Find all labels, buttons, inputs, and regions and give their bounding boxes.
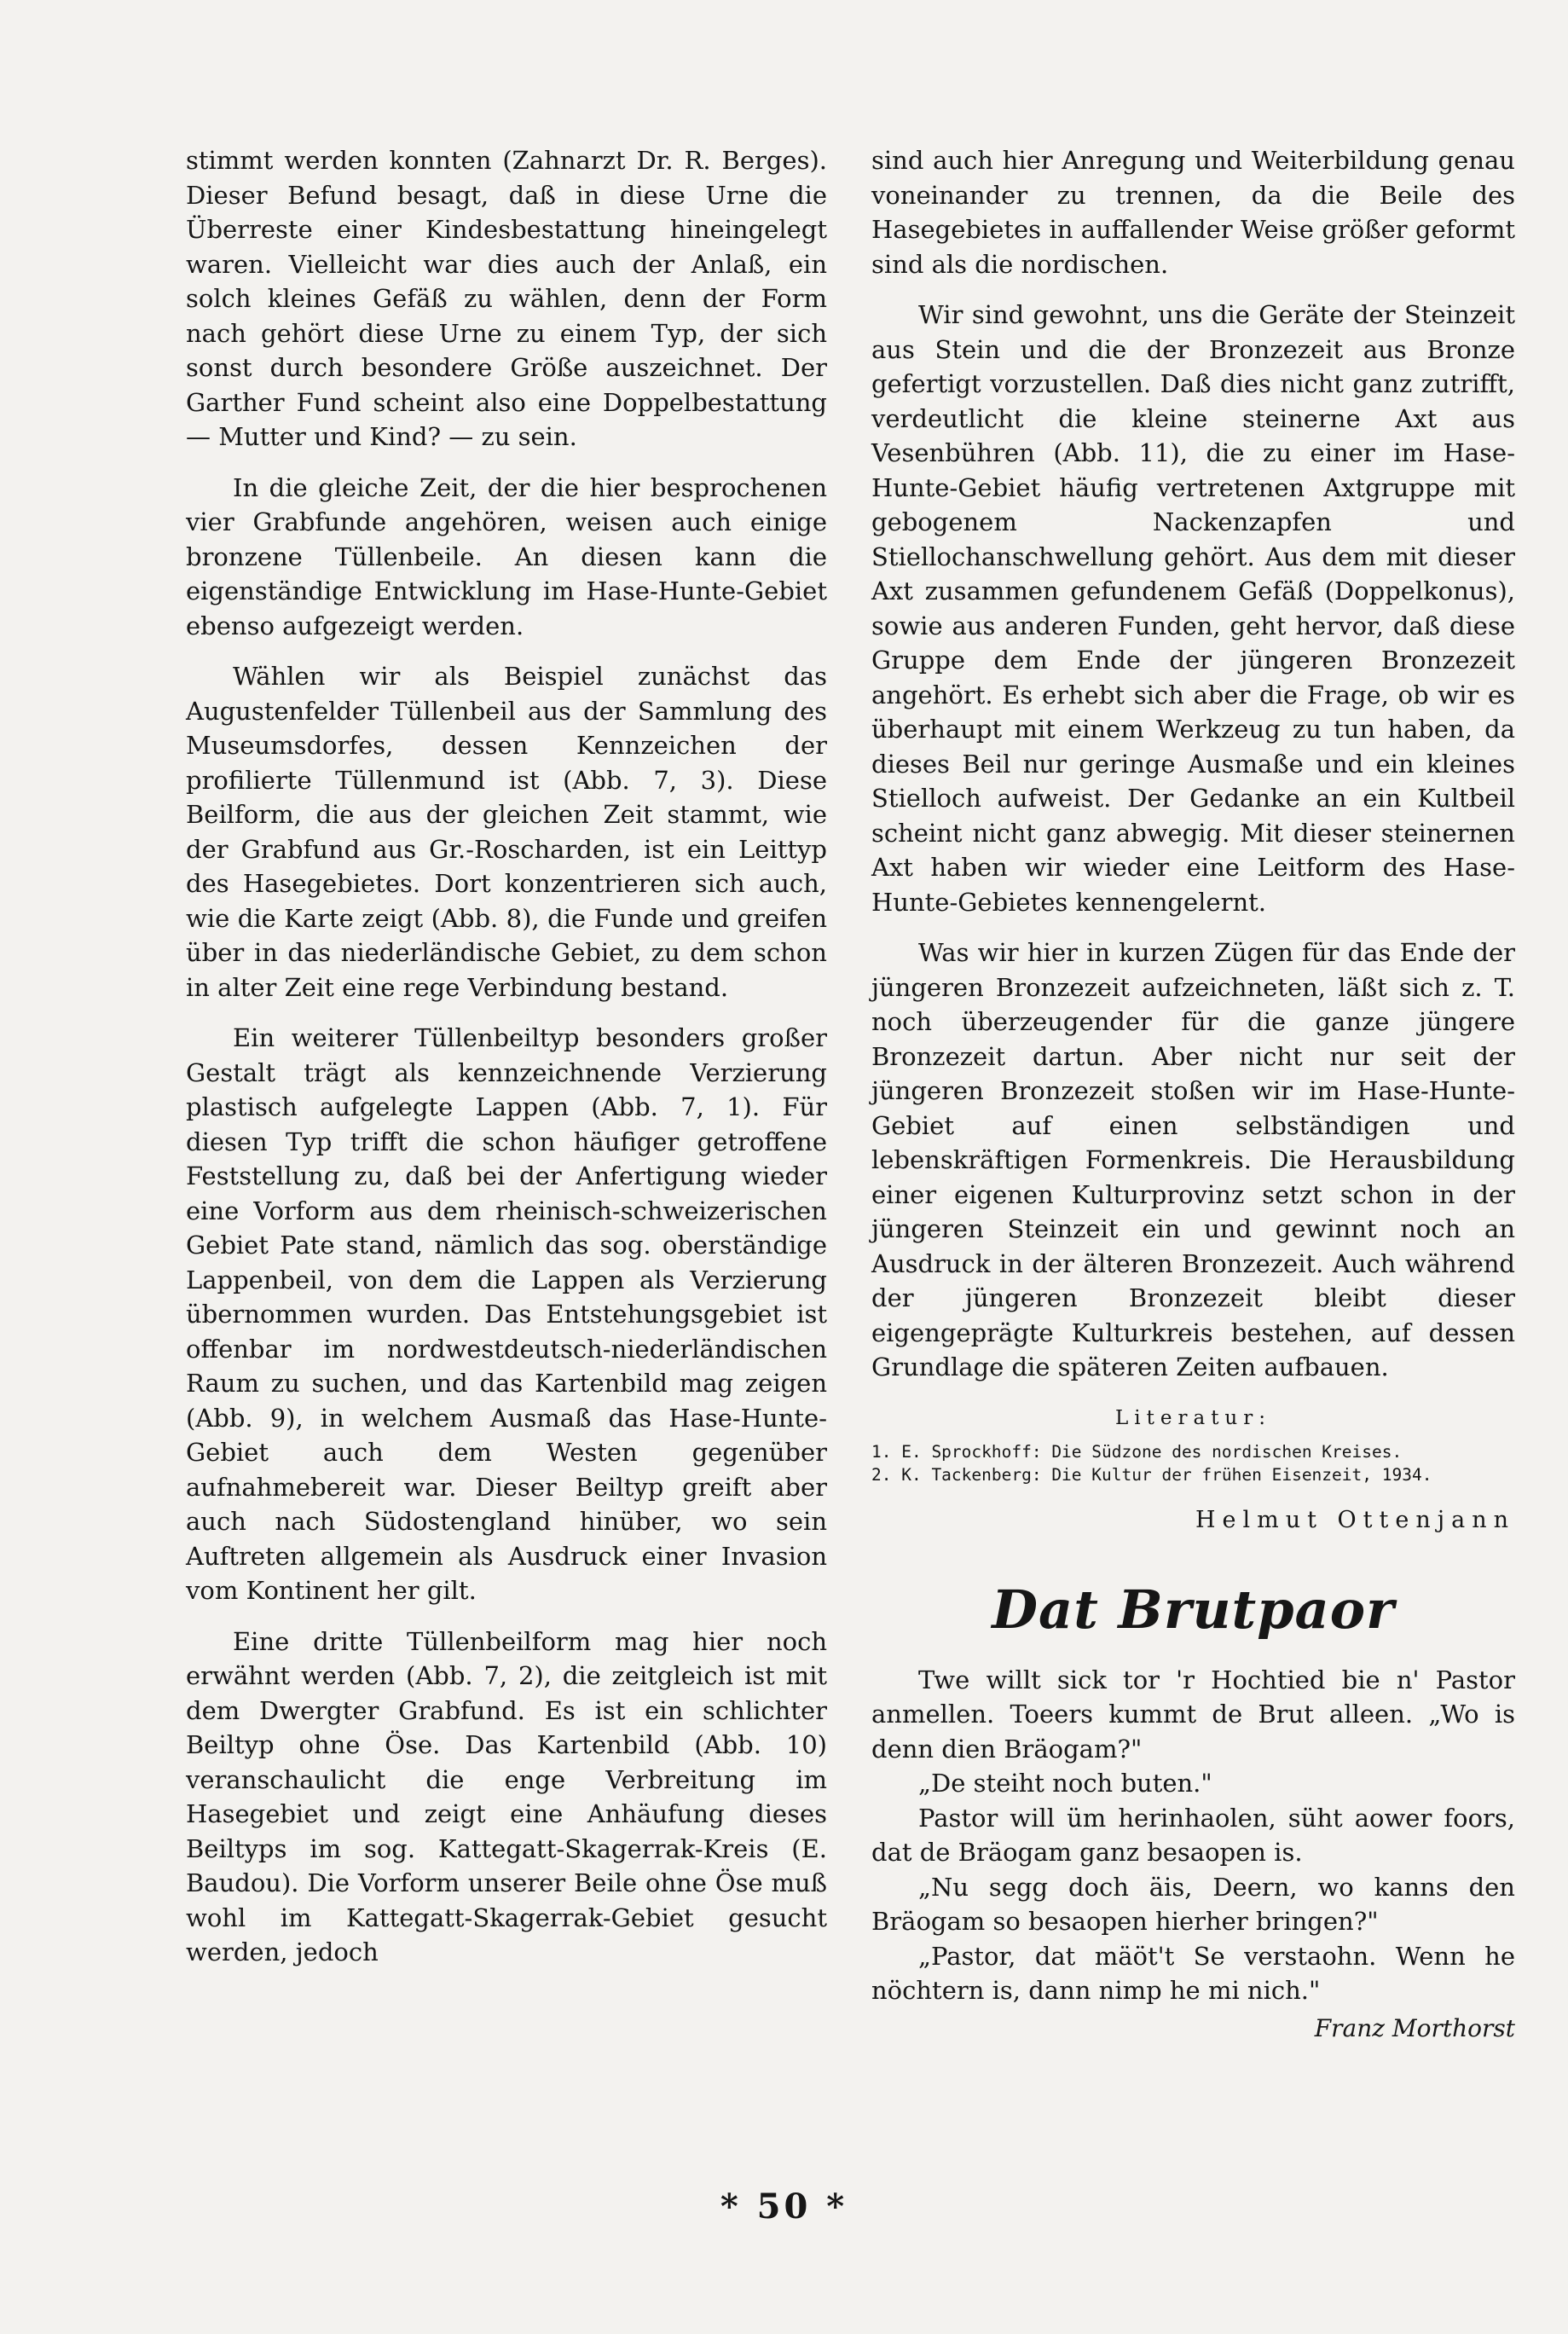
- paragraph: In die gleiche Zeit, der die hier besprochenen vier Grabfunde angehören, weisen auch einige bronzene Tüllenbeile. An diesen kann die eigenständige Entwicklung im Hase-Hunte-Gebiet ebenso aufgezeigt werden.: [186, 472, 827, 640]
- poem-line: „Nu segg doch äis, Deern, wo kanns den Bräogam so besaopen hierher bringen?": [871, 1872, 1515, 1936]
- literature-list: [871, 1440, 1515, 1486]
- literature-heading: Literatur:: [1115, 1406, 1271, 1429]
- poem-title: Dat Brutpaor: [992, 1578, 1395, 1641]
- paragraph: sind auch hier Anregung und Weiterbildung genau voneinander zu trennen, da die Beile des Hasegebietes in auffallender Weise größer geformt sind als die nordischen.: [871, 146, 1515, 279]
- page-number: * 50 *: [720, 2186, 848, 2227]
- article-author: Helmut Ottenjann: [1195, 1507, 1515, 1533]
- poem-author: Franz Morthorst: [1314, 2013, 1515, 2042]
- poem-line: „Pastor, dat mäöt't Se verstaohn. Wenn he nöchtern is, dann nimp he mi nich.": [871, 1941, 1515, 2005]
- poem-body: [871, 1663, 1515, 2008]
- right-column: [871, 143, 1515, 2046]
- paragraph: Eine dritte Tüllenbeilform mag hier noch erwähnt werden (Abb. 7, 2), die zeitgleich ist mit dem Dwergter Grabfund. Es ist ein schlichter Beiltyp ohne Öse. Das Kartenbild (Abb. 10) veranschaulicht die enge Verbreitung im Hasegebiet und zeigt eine Anhäufung dieses Beiltyps im sog. Kattegatt-Skagerrak-Kreis (E. Baudou). Die Vorform unserer Beile ohne Öse muß wohl im Kattegatt-Skagerrak-Gebiet gesucht werden, jedoch: [186, 1626, 827, 1966]
- poem-line: „De steiht noch buten.": [918, 1769, 1212, 1798]
- left-column: [186, 143, 827, 1986]
- paragraph: Was wir hier in kurzen Zügen für das Ende der jüngeren Bronzezeit aufzeichneten, läßt sich z. T. noch überzeugender für die ganze jüngere Bronzezeit dartun. Aber nicht nur seit der jüngeren Bronzezeit stoßen wir im Hase-Hunte-Gebiet auf einen selbständigen und lebenskräftigen Formenkreis. Die Herausbildung einer eigenen Kulturprovinz setzt schon in der jüngeren Steinzeit ein und gewinnt noch an Ausdruck in der älteren Bronzezeit. Auch während der jüngeren Bronzezeit bleibt dieser eigengeprägte Kulturkreis bestehen, auf dessen Grundlage die späteren Zeiten aufbauen.: [871, 938, 1515, 1381]
- paragraph: Ein weiterer Tüllenbeiltyp besonders großer Gestalt trägt als kennzeichnende Verzierung plastisch aufgelegte Lappen (Abb. 7, 1). Für diesen Typ trifft die schon häufiger getroffene Feststellung zu, daß bei der Anfertigung wieder eine Vorform aus dem rheinisch-schweizerischen Gebiet Pate stand, nämlich das sog. oberständige Lappenbeil, von dem die Lappen als Verzierung übernommen wurden. Das Entstehungsgebiet ist offenbar im nordwestdeutsch-niederländischen Raum zu suchen, und das Kartenbild mag zeigen (Abb. 9), in welchem Ausmaß das Hase-Hunte-Gebiet auch dem Westen gegenüber aufnahmebereit war. Dieser Beiltyp greift aber auch nach Südostengland hinüber, wo sein Auftreten allgemein als Ausdruck einer Invasion vom Kontinent her gilt.: [186, 1023, 827, 1605]
- poem-line: Twe willt sick tor 'r Hochtied bie n' Pastor anmellen. Toeers kummt de Brut alleen. „Wo is denn dien Bräogam?": [871, 1665, 1515, 1764]
- literature-item: 2. K. Tackenberg: Die Kultur der frühen Eisenzeit, 1934.: [871, 1465, 1432, 1485]
- paragraph: Wählen wir als Beispiel zunächst das Augustenfelder Tüllenbeil aus der Sammlung des Museumsdorfes, dessen Kennzeichen der profilierte Tüllenmund ist (Abb. 7, 3). Diese Beilform, die aus der gleichen Zeit stammt, wie der Grabfund aus Gr.-Roscharden, ist ein Leittyp des Hasegebietes. Dort konzentrieren sich auch, wie die Karte zeigt (Abb. 8), die Funde und greifen über in das niederländische Gebiet, zu dem schon in alter Zeit eine rege Verbindung bestand.: [186, 662, 827, 1002]
- paragraph: Wir sind gewohnt, uns die Geräte der Steinzeit aus Stein und die der Bronzezeit aus Bronze gefertigt vorzustellen. Daß dies nicht ganz zutrifft, verdeutlicht die kleine steinerne Axt aus Vesenbühren (Abb. 11), die zu einer im Hase-Hunte-Gebiet häufig vertretenen Axtgruppe mit gebogenem Nackenzapfen und Stiellochanschwellung gehört. Aus dem mit dieser Axt zusammen gefundenem Gefäß (Doppelkonus), sowie aus anderen Funden, geht hervor, daß diese Gruppe dem Ende der jüngeren Bronzezeit angehört. Es erhebt sich aber die Frage, ob wir es überhaupt mit einem Werkzeug zu tun haben, da dieses Beil nur geringe Ausmaße und ein kleines Stielloch aufweist. Der Gedanke an ein Kultbeil scheint nicht ganz abwegig. Mit dieser steinernen Axt haben wir wieder eine Leitform des Hase-Hunte-Gebietes kennengelernt.: [871, 300, 1515, 917]
- poem-line: Pastor will üm herinhaolen, süht aower foors, dat de Bräogam ganz besaopen is.: [871, 1803, 1515, 1867]
- paragraph: stimmt werden konnten (Zahnarzt Dr. R. Berges). Dieser Befund besagt, daß in diese Urne die Überreste einer Kindesbestattung hineingelegt waren. Vielleicht war dies auch der Anlaß, ein solch kleines Gefäß zu wählen, denn der Form nach gehört diese Urne zu einem Typ, der sich sonst durch besondere Größe auszeichnet. Der Garther Fund scheint also eine Doppelbestattung — Mutter und Kind? — zu sein.: [186, 146, 827, 451]
- literature-item: 1. E. Sprockhoff: Die Südzone des nordischen Kreises.: [871, 1442, 1403, 1462]
